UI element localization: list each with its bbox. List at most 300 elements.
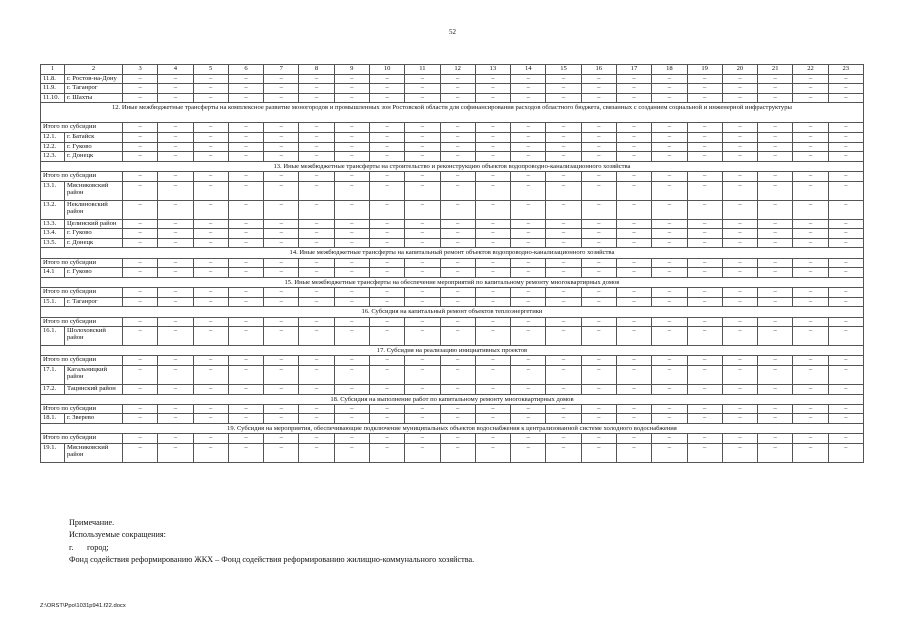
total-row: [41, 404, 864, 414]
dash-cell: –: [616, 434, 651, 444]
section-title: 12. Иные межбюджетные трансферты на комплексное развитие моногородов и промышленных зон Ростовской области для софинансирования расходов областного бюджета, связанных с созданием социальной и инженерной инфраструктуры: [41, 103, 864, 123]
header-cell: 15: [546, 65, 581, 75]
dash-cell: –: [369, 297, 404, 307]
dash-cell: –: [758, 297, 793, 307]
header-cell: 17: [616, 65, 651, 75]
section-row: [41, 423, 864, 433]
dash-cell: –: [511, 317, 546, 327]
dash-cell: –: [687, 142, 722, 152]
dash-cell: –: [511, 181, 546, 200]
table-row: [41, 443, 864, 462]
row-number: 13.1.: [41, 181, 65, 200]
dash-cell: –: [369, 268, 404, 278]
dash-cell: –: [652, 181, 687, 200]
dash-cell: –: [440, 384, 475, 394]
dash-cell: –: [440, 434, 475, 444]
dash-cell: –: [334, 443, 369, 462]
dash-cell: –: [158, 142, 193, 152]
dash-cell: –: [123, 219, 158, 229]
dash-cell: –: [652, 288, 687, 298]
dash-cell: –: [758, 327, 793, 346]
dash-cell: –: [511, 356, 546, 366]
dash-cell: –: [193, 238, 228, 248]
dash-cell: –: [369, 142, 404, 152]
dash-cell: –: [369, 123, 404, 133]
dash-cell: –: [123, 404, 158, 414]
dash-cell: –: [264, 434, 299, 444]
header-row: [41, 65, 864, 75]
header-cell: 3: [123, 65, 158, 75]
dash-cell: –: [828, 181, 863, 200]
dash-cell: –: [228, 443, 263, 462]
dash-cell: –: [193, 297, 228, 307]
dash-cell: –: [475, 404, 510, 414]
dash-cell: –: [581, 229, 616, 239]
dash-cell: –: [334, 93, 369, 103]
dash-cell: –: [793, 443, 828, 462]
dash-cell: –: [546, 132, 581, 142]
dash-cell: –: [228, 132, 263, 142]
dash-cell: –: [405, 356, 440, 366]
dash-cell: –: [511, 123, 546, 133]
dash-cell: –: [158, 172, 193, 182]
dash-cell: –: [158, 297, 193, 307]
dash-cell: –: [158, 288, 193, 298]
dash-cell: –: [369, 258, 404, 268]
notes-block: [69, 517, 869, 566]
dash-cell: –: [405, 327, 440, 346]
dash-cell: –: [511, 93, 546, 103]
dash-cell: –: [193, 84, 228, 94]
dash-cell: –: [687, 434, 722, 444]
dash-cell: –: [475, 181, 510, 200]
dash-cell: –: [193, 123, 228, 133]
dash-cell: –: [828, 384, 863, 394]
dash-cell: –: [687, 404, 722, 414]
dash-cell: –: [722, 268, 757, 278]
header-cell: 4: [158, 65, 193, 75]
dash-cell: –: [405, 238, 440, 248]
dash-cell: –: [546, 219, 581, 229]
dash-cell: –: [228, 84, 263, 94]
dash-cell: –: [581, 142, 616, 152]
header-cell: 19: [687, 65, 722, 75]
dash-cell: –: [334, 288, 369, 298]
dash-cell: –: [546, 123, 581, 133]
dash-cell: –: [228, 356, 263, 366]
total-row: [41, 172, 864, 182]
dash-cell: –: [158, 258, 193, 268]
dash-cell: –: [440, 172, 475, 182]
abbr-value: город;: [87, 542, 109, 552]
row-name: г. Ростов-на-Дону: [65, 74, 123, 84]
dash-cell: –: [546, 356, 581, 366]
row-name: г. Донецк: [65, 238, 123, 248]
total-label: Итого по субсидии: [41, 288, 123, 298]
dash-cell: –: [616, 219, 651, 229]
header-cell: 12: [440, 65, 475, 75]
dash-cell: –: [158, 219, 193, 229]
section-title: 14. Иные межбюджетные трансферты на капитальный ремонт объектов водопроводно-канализационного хозяйства: [41, 248, 864, 258]
dash-cell: –: [581, 84, 616, 94]
table-row: [41, 297, 864, 307]
section-row: [41, 161, 864, 171]
dash-cell: –: [722, 123, 757, 133]
row-number: 17.1.: [41, 365, 65, 384]
dash-cell: –: [793, 172, 828, 182]
dash-cell: –: [158, 181, 193, 200]
dash-cell: –: [546, 443, 581, 462]
dash-cell: –: [334, 384, 369, 394]
dash-cell: –: [405, 384, 440, 394]
dash-cell: –: [440, 288, 475, 298]
dash-cell: –: [758, 172, 793, 182]
dash-cell: –: [758, 443, 793, 462]
dash-cell: –: [581, 268, 616, 278]
dash-cell: –: [616, 181, 651, 200]
dash-cell: –: [758, 365, 793, 384]
dash-cell: –: [299, 443, 334, 462]
dash-cell: –: [581, 404, 616, 414]
row-number: 13.3.: [41, 219, 65, 229]
dash-cell: –: [581, 297, 616, 307]
dash-cell: –: [123, 123, 158, 133]
dash-cell: –: [123, 142, 158, 152]
dash-cell: –: [793, 384, 828, 394]
row-number: 13.4.: [41, 229, 65, 239]
dash-cell: –: [440, 181, 475, 200]
row-name: Мясниковский район: [65, 181, 123, 200]
row-number: 18.1.: [41, 414, 65, 424]
dash-cell: –: [828, 123, 863, 133]
dash-cell: –: [652, 142, 687, 152]
dash-cell: –: [299, 258, 334, 268]
dash-cell: –: [475, 123, 510, 133]
dash-cell: –: [405, 172, 440, 182]
dash-cell: –: [264, 384, 299, 394]
table-row: [41, 238, 864, 248]
header-cell: 20: [722, 65, 757, 75]
table-row: [41, 93, 864, 103]
dash-cell: –: [687, 414, 722, 424]
dash-cell: –: [546, 317, 581, 327]
dash-cell: –: [828, 356, 863, 366]
table-row: [41, 327, 864, 346]
row-name: Неклиновский район: [65, 200, 123, 219]
dash-cell: –: [793, 404, 828, 414]
dash-cell: –: [828, 74, 863, 84]
dash-cell: –: [581, 123, 616, 133]
dash-cell: –: [158, 200, 193, 219]
dash-cell: –: [228, 404, 263, 414]
table-row: [41, 384, 864, 394]
dash-cell: –: [299, 356, 334, 366]
header-cell: 16: [581, 65, 616, 75]
dash-cell: –: [405, 268, 440, 278]
dash-cell: –: [722, 172, 757, 182]
table-row: [41, 84, 864, 94]
dash-cell: –: [511, 229, 546, 239]
dash-cell: –: [405, 365, 440, 384]
dash-cell: –: [687, 443, 722, 462]
dash-cell: –: [369, 288, 404, 298]
dash-cell: –: [228, 181, 263, 200]
dash-cell: –: [722, 152, 757, 162]
dash-cell: –: [652, 152, 687, 162]
dash-cell: –: [581, 74, 616, 84]
dash-cell: –: [616, 84, 651, 94]
dash-cell: –: [158, 132, 193, 142]
dash-cell: –: [475, 414, 510, 424]
dash-cell: –: [722, 219, 757, 229]
dash-cell: –: [616, 288, 651, 298]
dash-cell: –: [440, 404, 475, 414]
row-name: г. Зверево: [65, 414, 123, 424]
dash-cell: –: [616, 297, 651, 307]
dash-cell: –: [616, 152, 651, 162]
total-label: Итого по субсидии: [41, 258, 123, 268]
section-row: [41, 103, 864, 123]
dash-cell: –: [299, 181, 334, 200]
dash-cell: –: [581, 434, 616, 444]
dash-cell: –: [158, 238, 193, 248]
dash-cell: –: [369, 152, 404, 162]
dash-cell: –: [546, 434, 581, 444]
dash-cell: –: [652, 384, 687, 394]
dash-cell: –: [334, 84, 369, 94]
dash-cell: –: [193, 317, 228, 327]
dash-cell: –: [722, 93, 757, 103]
dash-cell: –: [546, 238, 581, 248]
dash-cell: –: [158, 414, 193, 424]
dash-cell: –: [793, 327, 828, 346]
table-row: [41, 74, 864, 84]
header-cell: 23: [828, 65, 863, 75]
dash-cell: –: [511, 434, 546, 444]
dash-cell: –: [616, 404, 651, 414]
dash-cell: –: [652, 365, 687, 384]
dash-cell: –: [193, 229, 228, 239]
dash-cell: –: [440, 152, 475, 162]
dash-cell: –: [616, 384, 651, 394]
dash-cell: –: [369, 74, 404, 84]
dash-cell: –: [369, 219, 404, 229]
dash-cell: –: [581, 258, 616, 268]
dash-cell: –: [264, 238, 299, 248]
dash-cell: –: [405, 288, 440, 298]
header-cell: 8: [299, 65, 334, 75]
dash-cell: –: [828, 84, 863, 94]
dash-cell: –: [264, 200, 299, 219]
row-number: 11.10.: [41, 93, 65, 103]
dash-cell: –: [758, 404, 793, 414]
dash-cell: –: [511, 258, 546, 268]
dash-cell: –: [228, 327, 263, 346]
dash-cell: –: [828, 288, 863, 298]
dash-cell: –: [475, 229, 510, 239]
dash-cell: –: [369, 384, 404, 394]
dash-cell: –: [334, 74, 369, 84]
dash-cell: –: [511, 288, 546, 298]
dash-cell: –: [722, 404, 757, 414]
dash-cell: –: [652, 327, 687, 346]
dash-cell: –: [828, 317, 863, 327]
dash-cell: –: [828, 327, 863, 346]
dash-cell: –: [758, 288, 793, 298]
dash-cell: –: [758, 238, 793, 248]
dash-cell: –: [511, 84, 546, 94]
row-name: Шолоховский район: [65, 327, 123, 346]
section-row: [41, 394, 864, 404]
dash-cell: –: [369, 84, 404, 94]
dash-cell: –: [158, 356, 193, 366]
dash-cell: –: [193, 93, 228, 103]
dash-cell: –: [158, 84, 193, 94]
dash-cell: –: [758, 356, 793, 366]
table-row: [41, 132, 864, 142]
dash-cell: –: [793, 219, 828, 229]
dash-cell: –: [546, 229, 581, 239]
dash-cell: –: [405, 317, 440, 327]
dash-cell: –: [546, 84, 581, 94]
row-name: г. Таганрог: [65, 84, 123, 94]
dash-cell: –: [687, 219, 722, 229]
dash-cell: –: [334, 200, 369, 219]
dash-cell: –: [440, 84, 475, 94]
dash-cell: –: [405, 84, 440, 94]
dash-cell: –: [546, 268, 581, 278]
dash-cell: –: [123, 356, 158, 366]
dash-cell: –: [264, 404, 299, 414]
dash-cell: –: [687, 84, 722, 94]
dash-cell: –: [158, 229, 193, 239]
dash-cell: –: [581, 317, 616, 327]
dash-cell: –: [828, 404, 863, 414]
page-number: 52: [449, 28, 456, 36]
dash-cell: –: [475, 258, 510, 268]
row-number: 12.3.: [41, 152, 65, 162]
dash-cell: –: [687, 258, 722, 268]
dash-cell: –: [158, 384, 193, 394]
dash-cell: –: [264, 356, 299, 366]
dash-cell: –: [687, 238, 722, 248]
dash-cell: –: [228, 74, 263, 84]
dash-cell: –: [652, 443, 687, 462]
dash-cell: –: [652, 74, 687, 84]
dash-cell: –: [546, 384, 581, 394]
total-row: [41, 123, 864, 133]
dash-cell: –: [687, 365, 722, 384]
dash-cell: –: [652, 258, 687, 268]
dash-cell: –: [193, 414, 228, 424]
dash-cell: –: [652, 356, 687, 366]
dash-cell: –: [828, 172, 863, 182]
dash-cell: –: [546, 93, 581, 103]
dash-cell: –: [264, 258, 299, 268]
fund-abbr-line: Фонд содействия реформированию ЖКХ – Фонд содействия реформированию жилищно-коммунального хозяйства.: [69, 554, 475, 564]
dash-cell: –: [758, 200, 793, 219]
dash-cell: –: [193, 356, 228, 366]
abbr-intro: Используемые сокращения:: [69, 530, 166, 540]
dash-cell: –: [793, 229, 828, 239]
dash-cell: –: [652, 93, 687, 103]
dash-cell: –: [369, 404, 404, 414]
dash-cell: –: [828, 297, 863, 307]
dash-cell: –: [616, 74, 651, 84]
dash-cell: –: [652, 268, 687, 278]
dash-cell: –: [722, 414, 757, 424]
dash-cell: –: [299, 172, 334, 182]
dash-cell: –: [158, 152, 193, 162]
dash-cell: –: [828, 142, 863, 152]
dash-cell: –: [475, 219, 510, 229]
dash-cell: –: [511, 132, 546, 142]
dash-cell: –: [475, 384, 510, 394]
dash-cell: –: [722, 297, 757, 307]
row-number: 16.1.: [41, 327, 65, 346]
dash-cell: –: [158, 268, 193, 278]
dash-cell: –: [546, 288, 581, 298]
dash-cell: –: [652, 317, 687, 327]
dash-cell: –: [758, 434, 793, 444]
dash-cell: –: [369, 327, 404, 346]
dash-cell: –: [475, 365, 510, 384]
dash-cell: –: [440, 317, 475, 327]
dash-cell: –: [193, 200, 228, 219]
abbr-key: г.: [69, 542, 74, 552]
dash-cell: –: [193, 181, 228, 200]
row-name: Целинский район: [65, 219, 123, 229]
dash-cell: –: [828, 200, 863, 219]
dash-cell: –: [828, 229, 863, 239]
dash-cell: –: [369, 181, 404, 200]
row-number: 15.1.: [41, 297, 65, 307]
dash-cell: –: [228, 384, 263, 394]
row-number: 12.2.: [41, 142, 65, 152]
dash-cell: –: [123, 327, 158, 346]
dash-cell: –: [405, 443, 440, 462]
dash-cell: –: [405, 219, 440, 229]
dash-cell: –: [475, 238, 510, 248]
dash-cell: –: [264, 288, 299, 298]
dash-cell: –: [828, 219, 863, 229]
dash-cell: –: [581, 219, 616, 229]
dash-cell: –: [652, 200, 687, 219]
total-row: [41, 317, 864, 327]
dash-cell: –: [758, 268, 793, 278]
dash-cell: –: [511, 142, 546, 152]
dash-cell: –: [334, 132, 369, 142]
dash-cell: –: [228, 238, 263, 248]
dash-cell: –: [123, 268, 158, 278]
table-row: [41, 152, 864, 162]
header-cell: 6: [228, 65, 263, 75]
dash-cell: –: [193, 219, 228, 229]
dash-cell: –: [334, 229, 369, 239]
row-number: 13.2.: [41, 200, 65, 219]
dash-cell: –: [369, 365, 404, 384]
dash-cell: –: [475, 93, 510, 103]
dash-cell: –: [299, 132, 334, 142]
dash-cell: –: [264, 74, 299, 84]
dash-cell: –: [722, 142, 757, 152]
dash-cell: –: [652, 132, 687, 142]
dash-cell: –: [193, 74, 228, 84]
header-cell: 9: [334, 65, 369, 75]
dash-cell: –: [758, 93, 793, 103]
dash-cell: –: [581, 288, 616, 298]
dash-cell: –: [405, 132, 440, 142]
